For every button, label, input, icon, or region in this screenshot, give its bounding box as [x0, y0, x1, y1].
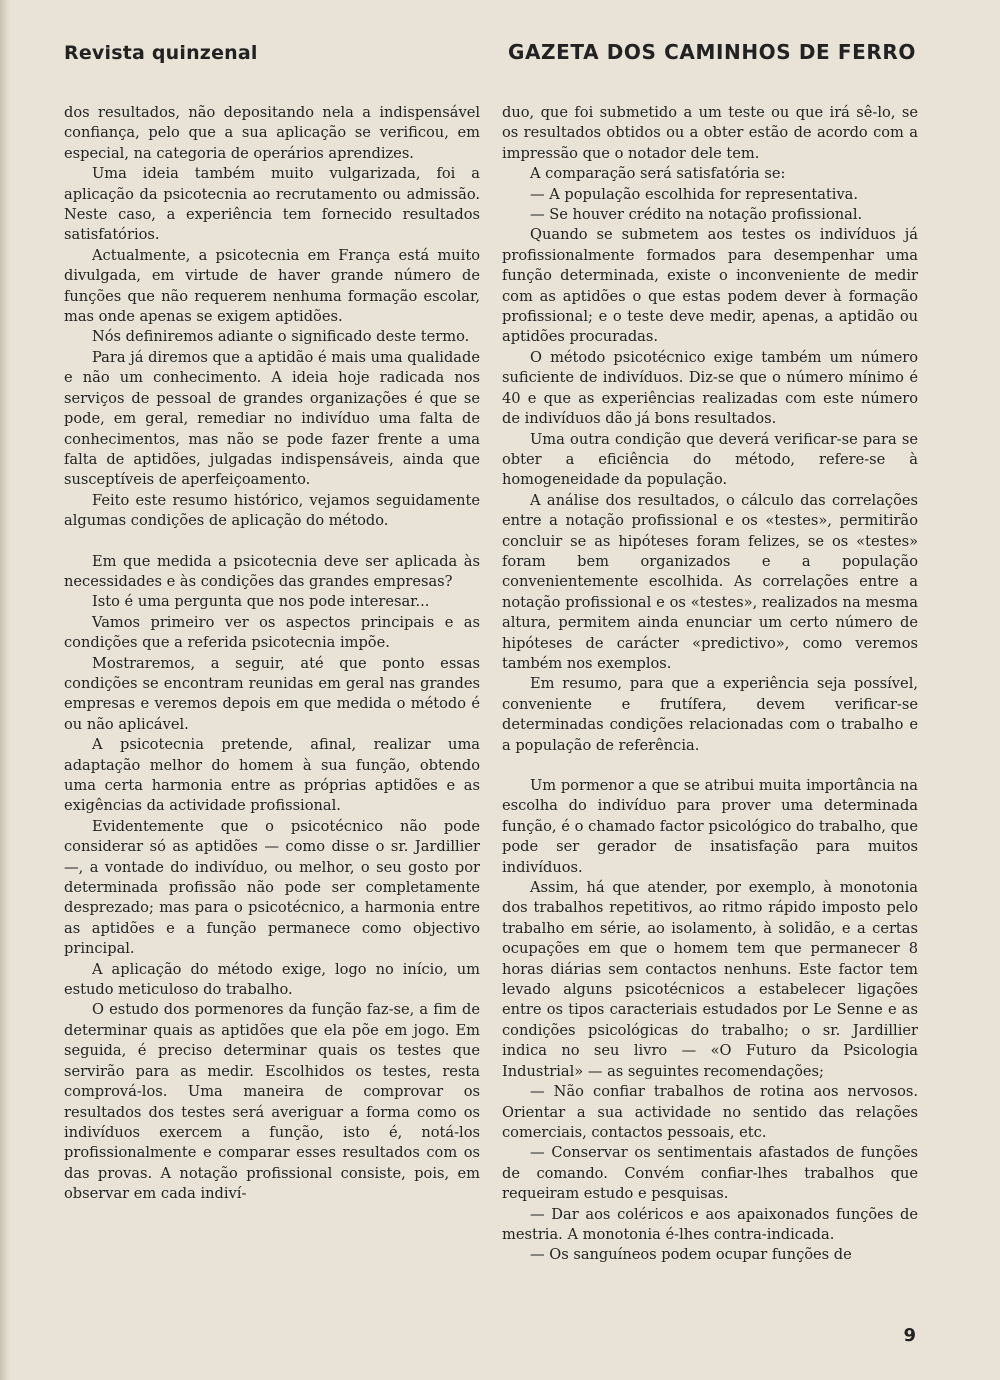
paragraph: Feito este resumo histórico, vejamos seguidamente algumas condições de aplicação do método.: [64, 491, 480, 530]
list-item: — Não confiar trabalhos de rotina aos nervosos. Orientar a sua actividade no sentido das relações comerciais, contactos pessoais, etc.: [502, 1083, 918, 1141]
left-text-column: [64, 103, 480, 1205]
paragraph: Vamos primeiro ver os aspectos principais e as condições que a referida psicotecnia impõe.: [64, 613, 480, 652]
list-item: — A população escolhida for representativa.: [530, 185, 859, 203]
list-item: — Os sanguíneos podem ocupar funções de: [530, 1246, 852, 1264]
paragraph: duo, que foi submetido a um teste ou que irá sê-lo, se os resultados obtidos ou a obter estão de acordo com a impressão que o notador dele tem.: [502, 104, 918, 162]
paragraph: Isto é uma pergunta que nos pode interesar...: [92, 593, 430, 611]
paragraph: O estudo dos pormenores da função faz-se, a fim de determinar quais as aptidões que ela põe em jogo. Em seguida, é preciso determinar quais os testes que servirão para as medir. Escolhidos os testes, resta comprová-los. Uma maneira de comprovar os resultados dos testes será averiguar a forma como os indivíduos exercem a função, isto é, notá-los profissionalmente e comparar esses resultados com os das provas. A notação profissional consiste, pois, em observar em cada indiví-: [64, 1001, 480, 1203]
paragraph: Uma outra condição que deverá verificar-se para se obter a eficiência do método, refere-se à homogeneidade da população.: [502, 430, 918, 489]
paragraph: Uma ideia também muito vulgarizada, foi a aplicação da psicotecnia ao recrutamento ou admissão. Neste caso, a experiência tem fornecido resultados satisfatórios.: [64, 165, 480, 244]
paragraph: Quando se submetem aos testes os indivíduos já profissionalmente formados para desempenhar uma função determinada, existe o inconveniente de medir com as aptidões o que estas podem dever à formação profissional; e o teste deve medir, apenas, a aptidão ou aptidões procuradas.: [502, 226, 918, 346]
paragraph: Nós definiremos adiante o significado deste termo.: [92, 328, 470, 346]
paragraph: Um pormenor a que se atribui muita importância na escolha do indivíduo para prover uma determinada função, é o chamado factor psicológico do trabalho, que pode ser gerador de insatisfação para muitos indivíduos.: [502, 777, 918, 876]
paragraph: A psicotecnia pretende, afinal, realizar uma adaptação melhor do homem à sua função, obtendo uma certa harmonia entre as próprias aptidões e as exigências da actividade profissional.: [64, 736, 480, 815]
running-header: [64, 40, 916, 64]
header-journal-title: GAZETA DOS CAMINHOS DE FERRO: [507, 40, 916, 64]
paragraph: Para já diremos que a aptidão é mais uma qualidade e não um conhecimento. A ideia hoje radicada nos serviços de pessoal de grandes organizações é que se pode, em geral, remediar no indivíduo uma falta de conhecimentos, mas não se pode fazer frente a uma falta de aptidões, julgadas indispensáveis, ainda que susceptíveis de aperfeiçoamento.: [64, 348, 480, 489]
paragraph: Actualmente, a psicotecnia em França está muito divulgada, em virtude de haver grande número de funções que não requerem nenhuma formação escolar, mas onde apenas se exigem aptidões.: [64, 246, 480, 326]
page-edge-shadow: [0, 0, 10, 1380]
paragraph: Mostraremos, a seguir, até que ponto essas condições se encontram reunidas em geral nas grandes empresas e veremos depois em que medida o método é ou não aplicável.: [64, 654, 480, 733]
paragraph: A comparação será satisfatória se:: [530, 165, 786, 183]
paragraph: A aplicação do método exige, logo no início, um estudo meticuloso do trabalho.: [64, 960, 480, 999]
paragraph: Evidentemente que o psicotécnico não pode considerar só as aptidões — como disse o sr. Jardillier —, a vontade do indivíduo, ou melhor, o seu gosto por determinada profissão não pode ser completamente desprezado; mas para o psicotécnico, a harmonia entre as aptidões e a função permanece como objectivo principal.: [64, 817, 480, 958]
paragraph: Em resumo, para que a experiência seja possível, conveniente e frutífera, devem verificar-se determinadas condições relacionadas com o trabalho e a população de referência.: [502, 675, 918, 754]
list-item: — Se houver crédito na notação profissional.: [530, 206, 863, 224]
paragraph: Assim, há que atender, por exemplo, à monotonia dos trabalhos repetitivos, ao ritmo rápido imposto pelo trabalho em série, ao isolamento, à solidão, e a certas ocupações em que o homem tem que permanecer 8 horas diárias sem contactos nenhuns. Este factor tem levado alguns psicotécnicos a estabelecer ligações entre os tipos caracteriais estudados por Le Senne e as condições psicológicas do trabalho; o sr. Jardillier indica no seu livro — «O Futuro da Psicologia Industrial» — as seguintes recomendações;: [502, 879, 918, 1080]
header-periodicity: Revista quinzenal: [64, 42, 258, 64]
paragraph: dos resultados, não depositando nela a indispensável confiança, pelo que a sua aplicação se verificou, em especial, na categoria de operários aprendizes.: [64, 104, 480, 162]
list-item: — Dar aos coléricos e aos apaixonados funções de mestria. A monotonia é-lhes contra-indicada.: [502, 1205, 918, 1243]
paragraph: O método psicotécnico exige também um número suficiente de indivíduos. Diz-se que o número mínimo é 40 e que as experiências realizadas com este número de indivíduos dão já bons resultados.: [502, 348, 918, 428]
paragraph: Em que medida a psicotecnia deve ser aplicada às necessidades e às condições das grandes empresas?: [64, 552, 480, 590]
paragraph: A análise dos resultados, o cálculo das correlações entre a notação profissional e os «testes», permitirão concluir se as hipóteses foram felizes, se os «testes» foram bem organizados e a população convenientemente escolhida. As correlações entre a notação profissional e os «testes», realizados na mesma altura, permitem ainda enunciar um certo número de hipóteses de carácter «predictivo», como veremos também nos exemplos.: [502, 491, 918, 672]
page-number: 9: [903, 1325, 916, 1346]
right-text-column: [502, 103, 918, 1266]
list-item: — Conservar os sentimentais afastados de funções de comando. Convém confiar-lhes trabalhos que requeiram estudo e pesquisas.: [502, 1144, 918, 1203]
